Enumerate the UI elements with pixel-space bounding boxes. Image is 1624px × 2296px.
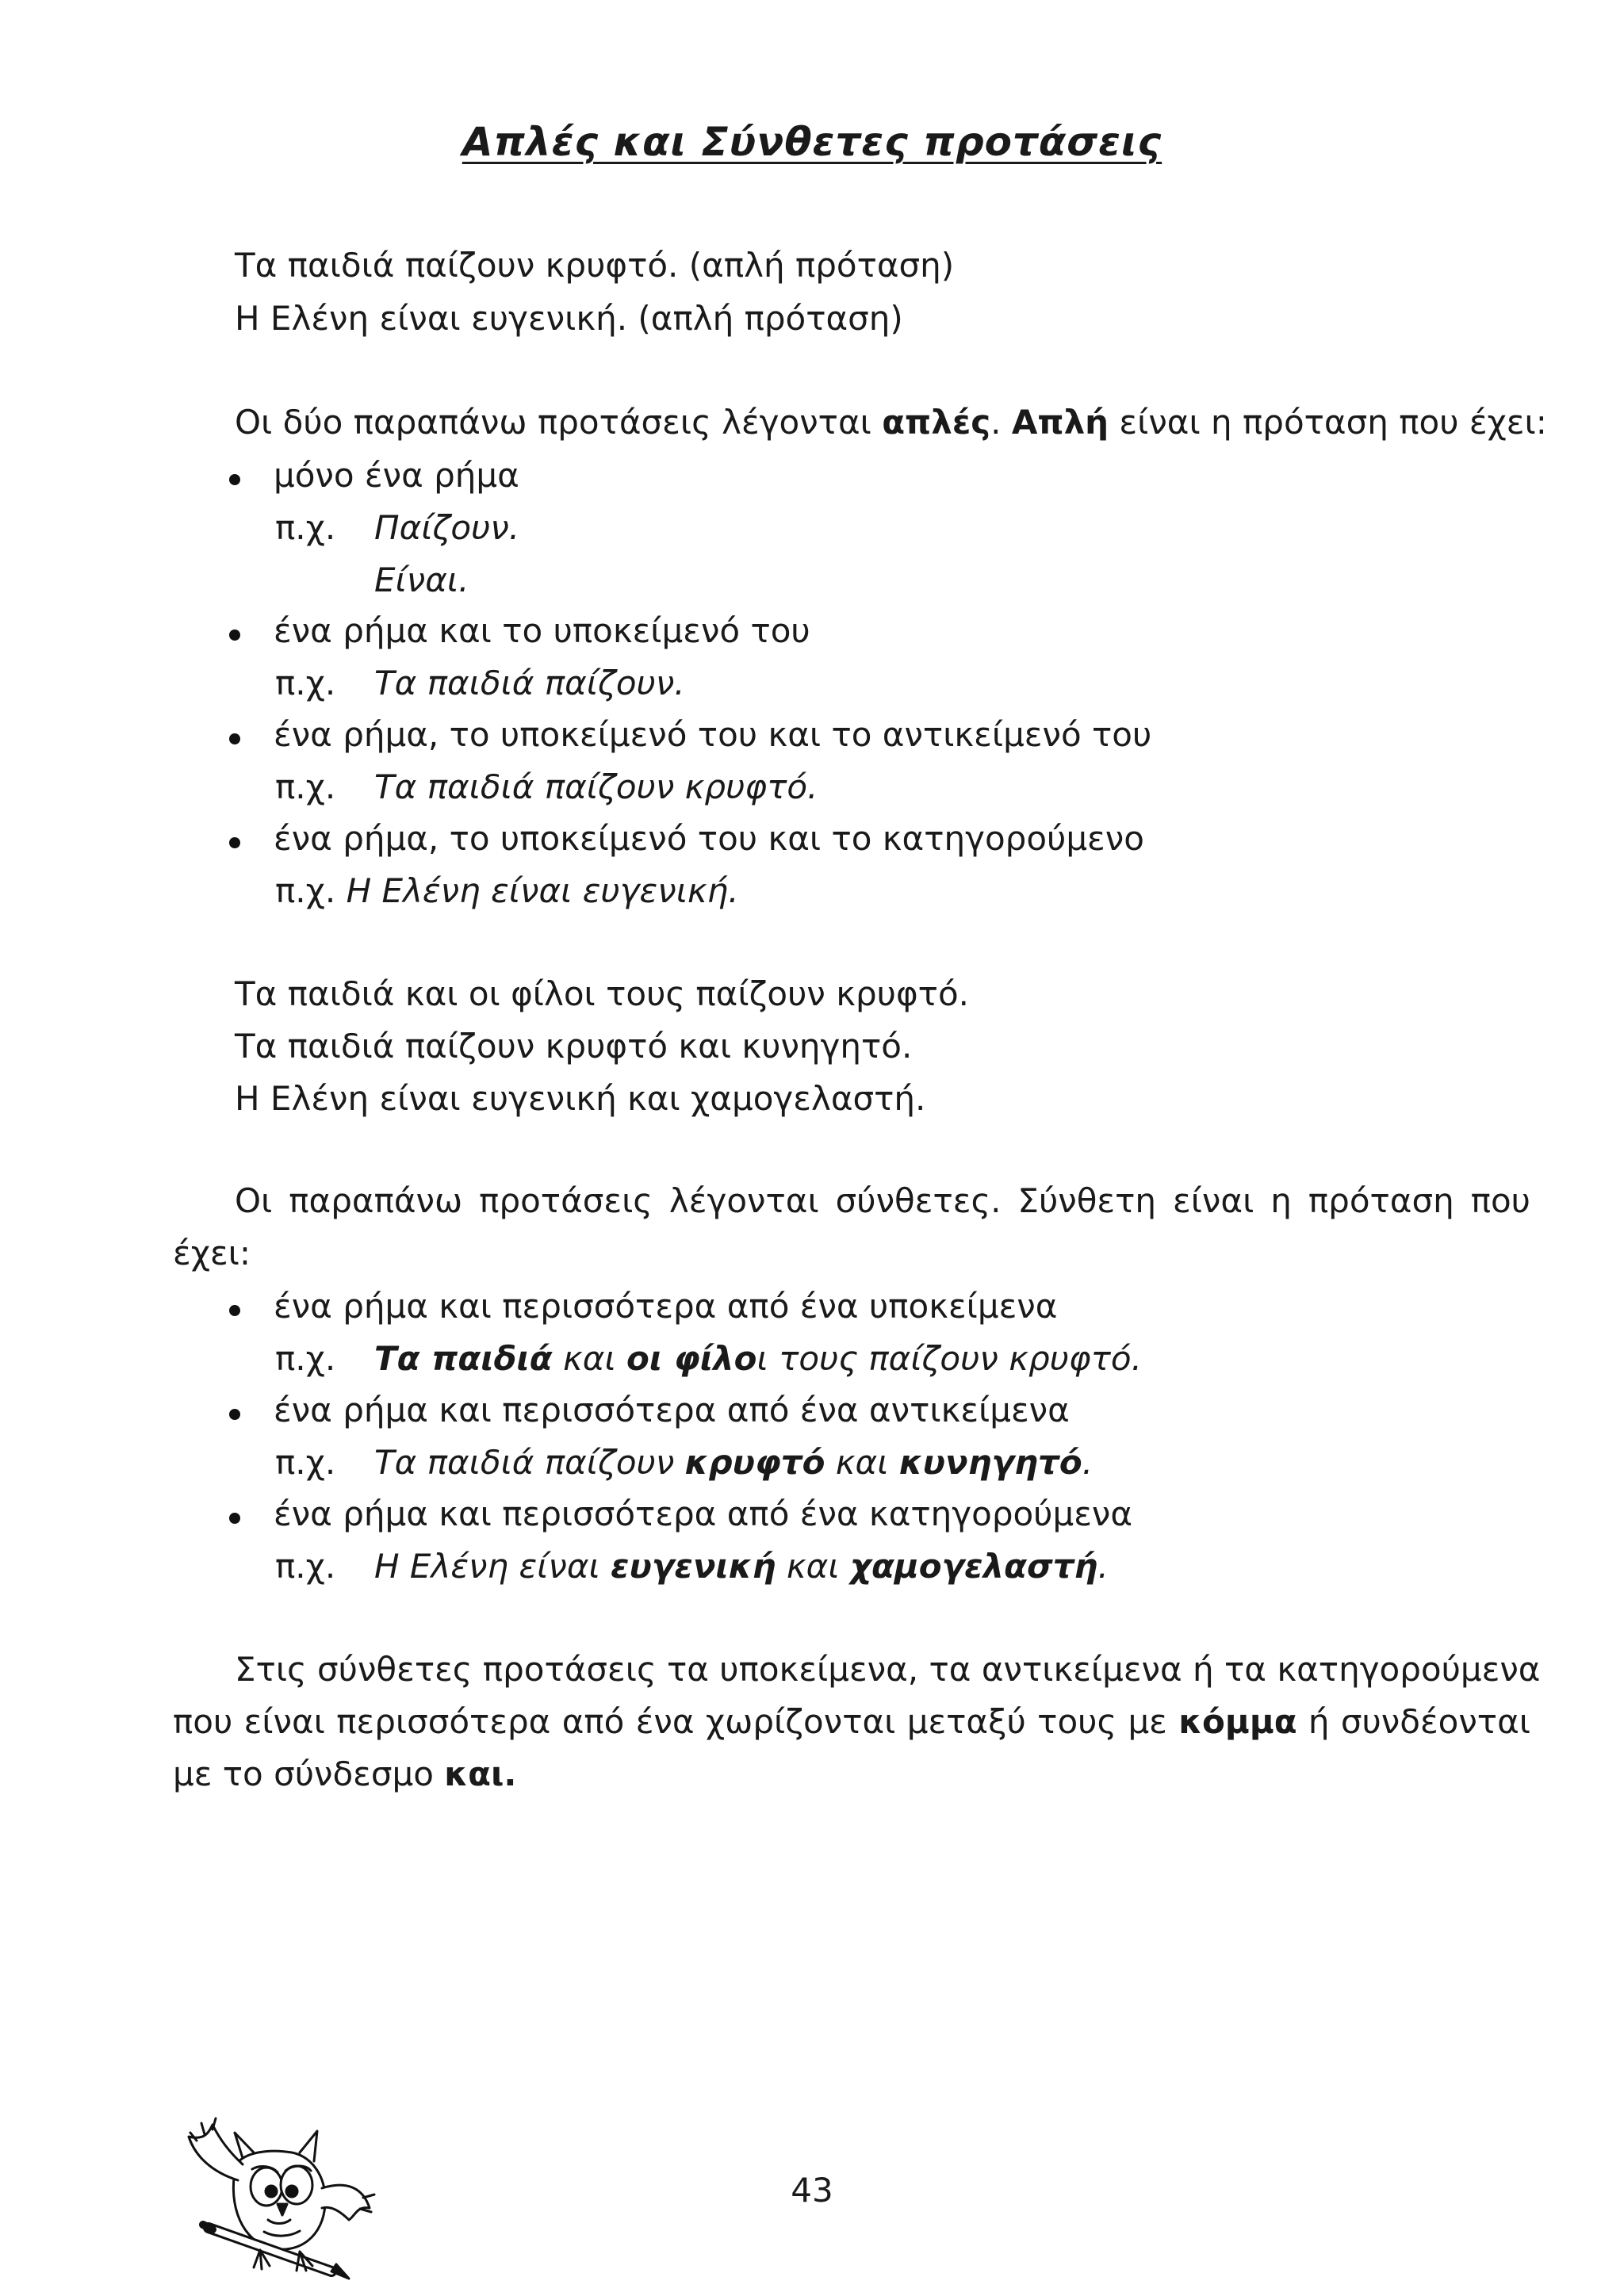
- simple-item-1-example-2: Είναι.: [374, 561, 469, 599]
- bullet-icon: [229, 1409, 240, 1420]
- bullet-icon: [229, 474, 240, 485]
- bullet-icon: [229, 1305, 240, 1316]
- simple-item-1: μόνο ένα ρήμα: [274, 456, 519, 495]
- example-label: π.χ.: [275, 664, 336, 702]
- example-label: π.χ.: [275, 1443, 336, 1482]
- conclusion-line-2: [173, 1702, 1530, 1742]
- example-label: π.χ.: [275, 767, 336, 806]
- simple-item-3: ένα ρήμα, το υποκείμενό του και το αντικείμενό του: [274, 715, 1152, 754]
- compound-definition-line-2: έχει:: [173, 1234, 251, 1272]
- example-label: π.χ.: [275, 1339, 336, 1378]
- conclusion-line-1: Στις σύνθετες προτάσεις τα υποκείμενα, τα αντικείμενα ή τα κατηγορούμενα: [235, 1650, 1541, 1689]
- simple-def-text-1: Οι δύο παραπάνω προτάσεις λέγονται: [235, 403, 883, 442]
- ex-bold: χαμογελαστή: [849, 1547, 1098, 1586]
- ex-text: .: [1082, 1443, 1094, 1482]
- compound-item-3-example: [374, 1547, 1109, 1586]
- compound-item-2-example: [374, 1443, 1093, 1483]
- bullet-icon: [229, 1513, 240, 1524]
- example-label: π.χ.: [275, 508, 336, 547]
- intro-line-2: Η Ελένη είναι ευγενική. (απλή πρόταση): [235, 299, 903, 338]
- simple-item-4-example-text: Η Ελένη είναι ευγενική.: [346, 871, 739, 910]
- compound-item-3: ένα ρήμα και περισσότερα από ένα κατηγορούμενα: [274, 1494, 1133, 1533]
- simple-def-bold-2: Απλή: [1011, 403, 1109, 442]
- conclusion-bold: κόμμα: [1178, 1702, 1297, 1741]
- conclusion-text: ή συνδέονται: [1297, 1702, 1530, 1741]
- ex-text: και: [825, 1443, 899, 1482]
- ex-text: Η Ελένη είναι: [374, 1547, 611, 1586]
- simple-item-4-example: [275, 871, 739, 911]
- ex-text: .: [1097, 1547, 1109, 1586]
- simple-item-1-example-1: Παίζουν.: [374, 508, 520, 547]
- compound-example-2: Τα παιδιά παίζουν κρυφτό και κυνηγητό.: [235, 1027, 913, 1066]
- ex-bold: οι φίλο: [626, 1339, 757, 1378]
- compound-item-1: ένα ρήμα και περισσότερα από ένα υποκείμενα: [274, 1287, 1058, 1326]
- simple-definition: [235, 403, 1547, 442]
- compound-example-3: Η Ελένη είναι ευγενική και χαμογελαστή.: [235, 1079, 926, 1118]
- simple-item-2: ένα ρήμα και το υποκείμενό του: [274, 611, 810, 650]
- simple-def-text-2: .: [990, 403, 1012, 442]
- compound-item-2: ένα ρήμα και περισσότερα από ένα αντικείμενα: [274, 1391, 1070, 1429]
- ex-bold: κυνηγητό: [898, 1443, 1082, 1482]
- simple-item-2-example: Τα παιδιά παίζουν.: [374, 664, 685, 702]
- bullet-icon: [229, 629, 240, 641]
- page-number: 43: [791, 2171, 833, 2210]
- conclusion-text: που είναι περισσότερα από ένα χωρίζονται μεταξύ τους με: [173, 1702, 1179, 1741]
- simple-item-3-example: Τα παιδιά παίζουν κρυφτό.: [374, 767, 818, 806]
- ex-bold: κρυφτό: [684, 1443, 825, 1482]
- intro-line-1: Τα παιδιά παίζουν κρυφτό. (απλή πρόταση): [235, 246, 955, 285]
- simple-item-4: ένα ρήμα, το υποκείμενό του και το κατηγορούμενο: [274, 819, 1144, 858]
- ex-bold: ευγενική: [611, 1547, 776, 1586]
- conclusion-line-3: [173, 1755, 516, 1794]
- ex-text: Τα παιδιά παίζουν: [374, 1443, 685, 1482]
- simple-def-text-3: είναι η πρόταση που έχει:: [1109, 403, 1547, 442]
- bullet-icon: [229, 733, 240, 744]
- example-label: π.χ.: [275, 871, 347, 910]
- ex-text: ι τους παίζουν κρυφτό.: [756, 1339, 1142, 1378]
- simple-def-bold-1: απλές: [882, 403, 991, 442]
- example-label: π.χ.: [275, 1547, 336, 1586]
- page-title: Απλές και Σύνθετες προτάσεις: [462, 119, 1162, 165]
- compound-definition-line-1: Οι παραπάνω προτάσεις λέγονται σύνθετες. Σύνθετη είναι η πρόταση που: [235, 1181, 1530, 1220]
- ex-text: και: [552, 1339, 627, 1378]
- compound-item-1-example: [374, 1339, 1142, 1379]
- conclusion-text: με το σύνδεσμο: [173, 1755, 445, 1793]
- ex-bold: Τα παιδιά: [374, 1339, 553, 1378]
- compound-example-1: Τα παιδιά και οι φίλοι τους παίζουν κρυφτό.: [235, 974, 969, 1013]
- ex-text: και: [776, 1547, 850, 1586]
- conclusion-bold: και.: [444, 1755, 517, 1793]
- bullet-icon: [229, 837, 240, 848]
